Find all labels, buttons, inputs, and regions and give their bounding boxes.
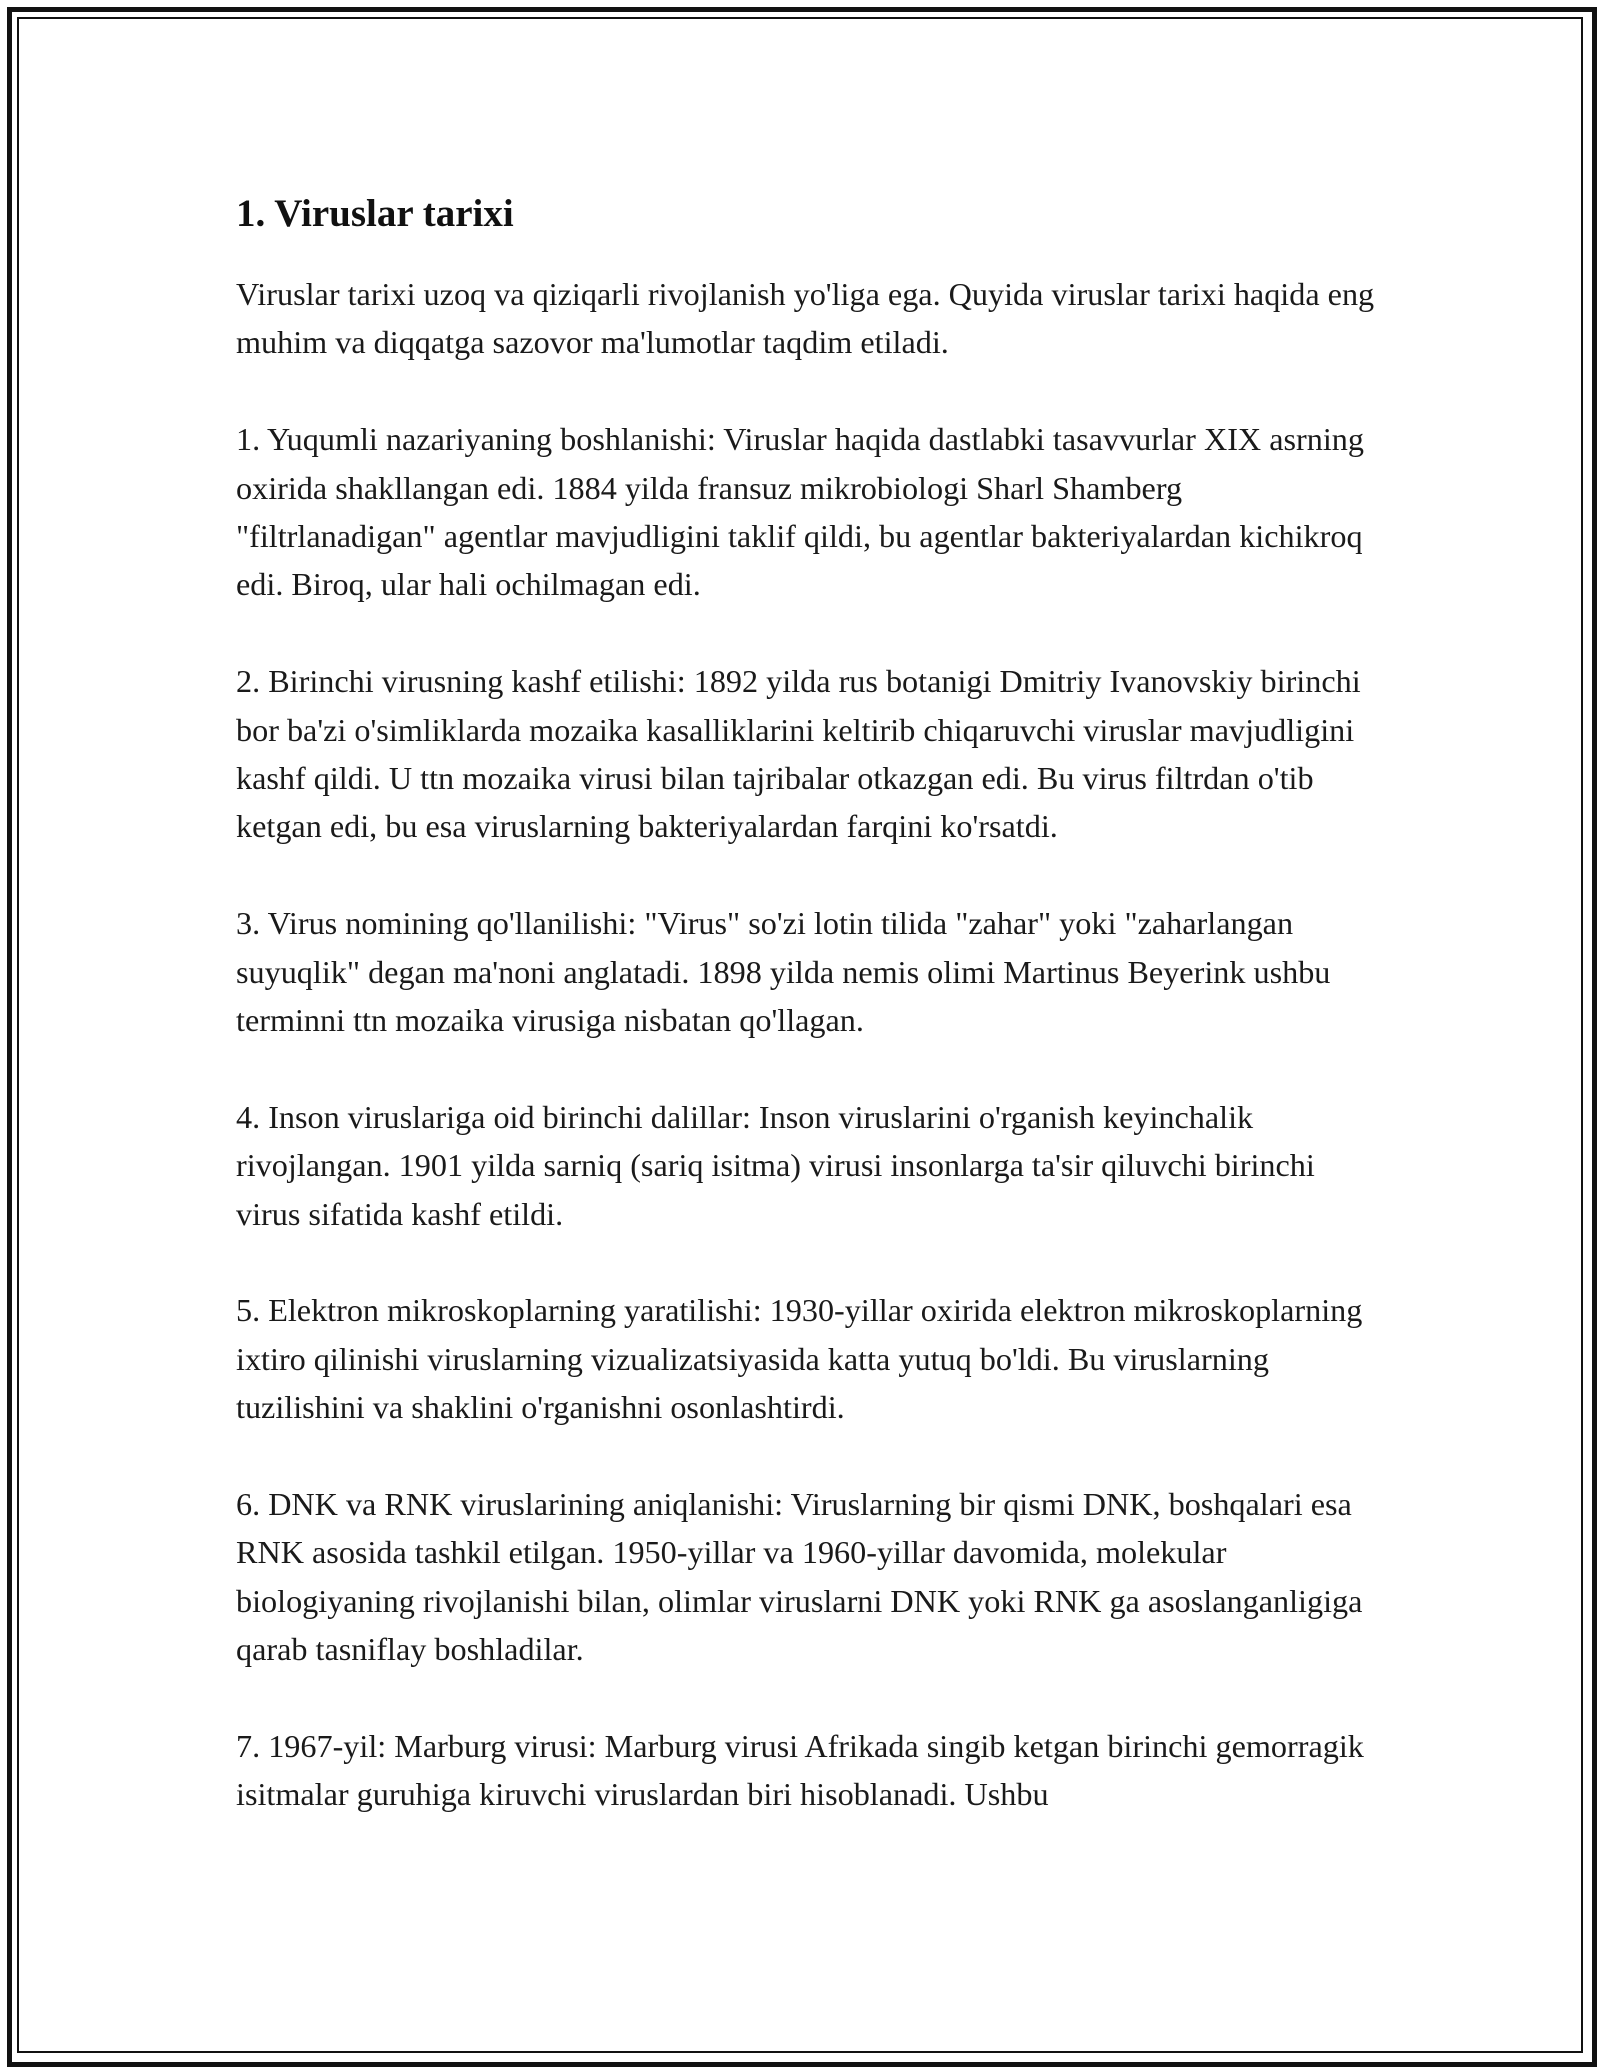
paragraph-item-3: 3. Virus nomining qo'llanilishi: "Virus" so'zi lotin tilida "zahar" yoki "zaharlangan suyuqlik" degan ma'noni anglatadi. 1898 yilda nemis olimi Martinus Beyerink ushbu terminni ttn mozaika virusiga nisbatan qo'llagan. xyxy=(236,905,1331,1039)
paragraph-item-1: 1. Yuqumli nazariyaning boshlanishi: Viruslar haqida dastlabki tasavvurlar XIX asrning oxirida shakllangan edi. 1884 yilda fransuz mikrobiologi Sharl Shamberg "filtrlanadigan" agentlar mavjudligini taklif qildi, bu agentlar bakteriyalardan kichikroq edi. Biroq, ular hali ochilmagan edi. xyxy=(236,421,1364,603)
paragraph-item-2: 2. Birinchi virusning kashf etilishi: 1892 yilda rus botanigi Dmitriy Ivanovskiy birinchi bor ba'zi o'simliklarda mozaika kasalliklarini keltirib chiqaruvchi viruslar mavjudligini kashf qildi. U ttn mozaika virusi bilan tajribalar otkazgan edi. Bu virus filtrdan o'tib ketgan edi, bu esa viruslarning bakteriyalardan farqini ko'rsatdi. xyxy=(236,663,1361,845)
paragraph-intro: Viruslar tarixi uzoq va qiziqarli rivojlanish yo'liga ega. Quyida viruslar tarixi haqida eng muhim va diqqatga sazovor ma'lumotlar taqdim etiladi. xyxy=(236,276,1375,361)
paragraph-item-6: 6. DNK va RNK viruslarining aniqlanishi: Viruslarning bir qismi DNK, boshqalari esa RNK asosida tashkil etilgan. 1950-yillar va 1960-yillar davomida, molekular biologiyaning rivojlanishi bilan, olimlar viruslarni DNK yoki RNK ga asoslanganligiga qarab tasniflay boshladilar. xyxy=(236,1486,1363,1668)
document-title: 1. Viruslar tarixi xyxy=(236,192,514,235)
paragraph-item-5: 5. Elektron mikroskoplarning yaratilishi: 1930-yillar oxirida elektron mikroskoplarning ixtiro qilinishi viruslarning vizualizatsiyasida katta yutuq bo'ldi. Bu viruslarning tuzilishini va shaklini o'rganishni osonlashtirdi. xyxy=(236,1292,1363,1426)
paragraph-item-4: 4. Inson viruslariga oid birinchi dalillar: Inson viruslarini o'rganish keyinchalik rivojlangan. 1901 yilda sarniq (sariq isitma) virusi insonlarga ta'sir qiluvchi birinchi virus sifatida kashf etildi. xyxy=(236,1098,1315,1232)
document-body xyxy=(236,185,1376,1867)
paragraph-item-7: 7. 1967-yil: Marburg virusi: Marburg virusi Afrikada singib ketgan birinchi gemorragik isitmalar guruhiga kiruvchi viruslardan biri hisoblanadi. Ushbu xyxy=(236,1728,1364,1813)
